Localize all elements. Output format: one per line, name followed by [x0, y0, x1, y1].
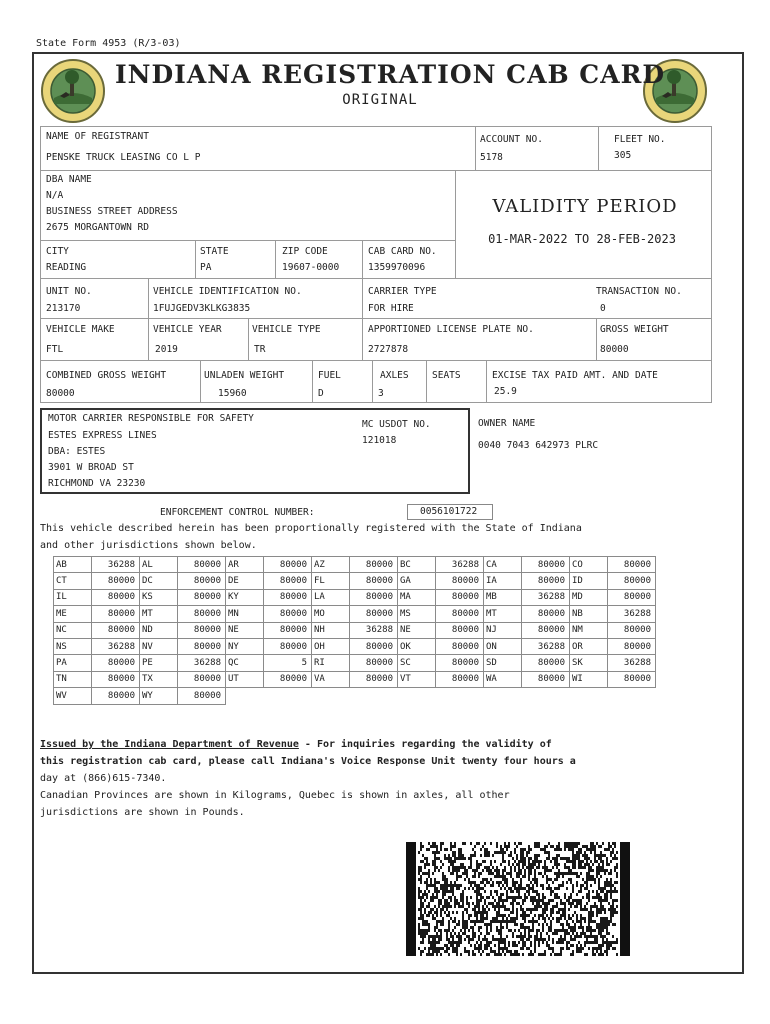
excise-value: 25.9	[494, 386, 517, 397]
jurisdiction-row	[54, 573, 656, 589]
carrier-type-label: CARRIER TYPE	[368, 286, 437, 297]
jurisdiction-code: MA	[398, 589, 436, 605]
jurisdiction-weight: 80000	[350, 638, 398, 654]
jurisdiction-code: CT	[54, 573, 92, 589]
jurisdiction-row	[54, 606, 656, 622]
street-value: 2675 MORGANTOWN RD	[46, 222, 149, 233]
jurisdiction-weight: 80000	[436, 589, 484, 605]
jurisdiction-weight: 80000	[92, 573, 140, 589]
jurisdiction-code: TN	[54, 671, 92, 687]
jurisdiction-code: NY	[226, 638, 264, 654]
jurisdiction-code: AB	[54, 557, 92, 573]
document-subtitle: ORIGINAL	[342, 92, 418, 108]
jurisdiction-weight: 80000	[522, 671, 570, 687]
jurisdiction-code: RI	[312, 655, 350, 671]
jurisdiction-code: AL	[140, 557, 178, 573]
jurisdiction-weight: 80000	[264, 589, 312, 605]
jurisdiction-weight: 36288	[92, 557, 140, 573]
jurisdiction-weight: 80000	[264, 671, 312, 687]
jurisdiction-weight-table	[53, 556, 656, 705]
transaction-value: 0	[600, 303, 606, 314]
jurisdiction-code: WV	[54, 688, 92, 704]
transaction-label: TRANSACTION NO.	[596, 286, 682, 297]
jurisdiction-weight: 80000	[350, 655, 398, 671]
seats-label: SEATS	[432, 370, 461, 381]
jurisdiction-code: AZ	[312, 557, 350, 573]
jurisdiction-code: SK	[570, 655, 608, 671]
combined-gross-label: COMBINED GROSS WEIGHT	[46, 370, 167, 381]
jurisdiction-weight: 80000	[350, 573, 398, 589]
carrier-name: ESTES EXPRESS LINES	[48, 430, 157, 441]
vin-label: VEHICLE IDENTIFICATION NO.	[153, 286, 302, 297]
jurisdiction-weight: 36288	[608, 606, 656, 622]
year-label: VEHICLE YEAR	[153, 324, 222, 335]
axles-label: AXLES	[380, 370, 409, 381]
fuel-value: D	[318, 388, 324, 399]
jurisdiction-code: ON	[484, 638, 522, 654]
jurisdiction-code: OH	[312, 638, 350, 654]
jurisdiction-code: NC	[54, 622, 92, 638]
inquiry-line3: day at (866)615-7340.	[40, 773, 167, 784]
jurisdiction-weight: 80000	[264, 606, 312, 622]
zip-label: ZIP CODE	[282, 246, 328, 257]
carrier-type-value: FOR HIRE	[368, 303, 414, 314]
jurisdiction-code: NE	[226, 622, 264, 638]
axles-value: 3	[378, 388, 384, 399]
jurisdiction-code: NM	[570, 622, 608, 638]
jurisdiction-code: IA	[484, 573, 522, 589]
registrant-name-label: NAME OF REGISTRANT	[46, 131, 149, 142]
jurisdiction-row	[54, 671, 656, 687]
city-label: CITY	[46, 246, 69, 257]
jurisdiction-row	[54, 589, 656, 605]
document-title: INDIANA REGISTRATION CAB CARD	[114, 60, 666, 89]
plate-label: APPORTIONED LICENSE PLATE NO.	[368, 324, 534, 335]
jurisdiction-weight: 80000	[522, 573, 570, 589]
unit-label: UNIT NO.	[46, 286, 92, 297]
make-value: FTL	[46, 344, 64, 355]
jurisdiction-code: AR	[226, 557, 264, 573]
jurisdiction-code: MO	[312, 606, 350, 622]
jurisdiction-weight: 80000	[178, 573, 226, 589]
jurisdiction-row	[54, 655, 656, 671]
jurisdiction-weight: 80000	[350, 671, 398, 687]
jurisdiction-code: OK	[398, 638, 436, 654]
jurisdiction-weight: 36288	[608, 655, 656, 671]
usdot-label: MC USDOT NO.	[362, 419, 431, 430]
carrier-city-state-zip: RICHMOND VA 23230	[48, 478, 146, 489]
jurisdiction-weight: 80000	[92, 688, 140, 704]
jurisdiction-code: MN	[226, 606, 264, 622]
jurisdiction-code: MB	[484, 589, 522, 605]
jurisdiction-weight: 80000	[608, 573, 656, 589]
jurisdiction-weight: 80000	[522, 606, 570, 622]
street-label: BUSINESS STREET ADDRESS	[46, 206, 178, 217]
enforcement-label: ENFORCEMENT CONTROL NUMBER:	[160, 507, 315, 518]
jurisdiction-weight: 80000	[608, 671, 656, 687]
jurisdiction-code: NH	[312, 622, 350, 638]
type-value: TR	[254, 344, 266, 355]
jurisdiction-code: MT	[484, 606, 522, 622]
jurisdiction-code: ND	[140, 622, 178, 638]
zip-value: 19607-0000	[282, 262, 340, 273]
jurisdiction-weight: 80000	[522, 655, 570, 671]
carrier-safety-label: MOTOR CARRIER RESPONSIBLE FOR SAFETY	[48, 413, 254, 424]
jurisdiction-weight: 80000	[178, 671, 226, 687]
gross-weight-label: GROSS WEIGHT	[600, 324, 669, 335]
jurisdiction-code: WY	[140, 688, 178, 704]
jurisdiction-weight: 80000	[608, 622, 656, 638]
dba-label: DBA NAME	[46, 174, 92, 185]
jurisdiction-weight: 80000	[436, 622, 484, 638]
form-number: State Form 4953 (R/3-03)	[36, 38, 181, 49]
jurisdiction-weight: 80000	[92, 606, 140, 622]
state-label: STATE	[200, 246, 229, 257]
jurisdiction-weight: 36288	[522, 638, 570, 654]
validity-period-dates: 01-MAR-2022 TO 28-FEB-2023	[488, 232, 676, 246]
jurisdiction-weight: 80000	[436, 671, 484, 687]
jurisdiction-code: NJ	[484, 622, 522, 638]
jurisdiction-weight: 80000	[92, 655, 140, 671]
jurisdiction-weight: 80000	[608, 638, 656, 654]
jurisdiction-weight: 80000	[178, 622, 226, 638]
jurisdiction-row	[54, 688, 656, 704]
registration-statement-line2: and other jurisdictions shown below.	[40, 540, 257, 551]
jurisdiction-code: DC	[140, 573, 178, 589]
units-note-line1: Canadian Provinces are shown in Kilograms, Quebec is shown in axles, all other	[40, 790, 510, 801]
carrier-street: 3901 W BROAD ST	[48, 462, 134, 473]
pdf417-barcode	[406, 842, 630, 956]
fleet-value: 305	[614, 150, 632, 161]
jurisdiction-weight: 80000	[436, 573, 484, 589]
inquiry-line1: - For inquiries regarding the validity of	[298, 739, 552, 750]
owner-label: OWNER NAME	[478, 418, 536, 429]
jurisdiction-weight: 80000	[522, 557, 570, 573]
cab-card-value: 1359970096	[368, 262, 426, 273]
issued-by: Issued by the Indiana Department of Revenue	[40, 739, 299, 750]
jurisdiction-weight: 80000	[436, 655, 484, 671]
jurisdiction-weight: 80000	[264, 638, 312, 654]
jurisdiction-code: NE	[398, 622, 436, 638]
jurisdiction-row	[54, 638, 656, 654]
jurisdiction-weight: 80000	[350, 589, 398, 605]
jurisdiction-code: MS	[398, 606, 436, 622]
fleet-label: FLEET NO.	[614, 134, 666, 145]
jurisdiction-weight: 36288	[436, 557, 484, 573]
unladen-value: 15960	[218, 388, 247, 399]
jurisdiction-weight: 36288	[522, 589, 570, 605]
jurisdiction-weight: 5	[264, 655, 312, 671]
jurisdiction-weight: 80000	[436, 638, 484, 654]
jurisdiction-code: NV	[140, 638, 178, 654]
jurisdiction-weight: 80000	[436, 606, 484, 622]
jurisdiction-code: WA	[484, 671, 522, 687]
jurisdiction-code: VT	[398, 671, 436, 687]
issuer-notice	[40, 736, 710, 821]
jurisdiction-weight: 80000	[608, 557, 656, 573]
jurisdiction-code: TX	[140, 671, 178, 687]
jurisdiction-code: NS	[54, 638, 92, 654]
account-label: ACCOUNT NO.	[480, 134, 543, 145]
unit-value: 213170	[46, 303, 81, 314]
jurisdiction-code: LA	[312, 589, 350, 605]
jurisdiction-code: CO	[570, 557, 608, 573]
jurisdiction-weight: 80000	[178, 557, 226, 573]
jurisdiction-weight: 80000	[350, 606, 398, 622]
jurisdiction-weight: 80000	[178, 606, 226, 622]
enforcement-number: 0056101722	[420, 506, 478, 517]
jurisdiction-code: CA	[484, 557, 522, 573]
plate-value: 2727878	[368, 344, 409, 355]
registration-statement-line1: This vehicle described herein has been proportionally registered with the State of Indiana	[40, 523, 582, 534]
jurisdiction-code: UT	[226, 671, 264, 687]
jurisdiction-code: MT	[140, 606, 178, 622]
jurisdiction-code: ME	[54, 606, 92, 622]
jurisdiction-weight: 80000	[178, 638, 226, 654]
jurisdiction-code: WI	[570, 671, 608, 687]
jurisdiction-weight: 80000	[178, 589, 226, 605]
gross-weight-value: 80000	[600, 344, 629, 355]
jurisdiction-weight: 80000	[264, 573, 312, 589]
jurisdiction-code: OR	[570, 638, 608, 654]
jurisdiction-weight: 80000	[178, 688, 226, 704]
jurisdiction-code: VA	[312, 671, 350, 687]
jurisdiction-weight: 80000	[608, 589, 656, 605]
jurisdiction-row	[54, 622, 656, 638]
jurisdiction-weight: 36288	[92, 638, 140, 654]
jurisdiction-code: GA	[398, 573, 436, 589]
units-note-line2: jurisdictions are shown in Pounds.	[40, 807, 245, 818]
jurisdiction-row	[54, 557, 656, 573]
state-value: PA	[200, 262, 212, 273]
inquiry-line2: this registration cab card, please call Indiana's Voice Response Unit twenty four hours a	[40, 756, 576, 767]
jurisdiction-weight: 80000	[350, 557, 398, 573]
year-value: 2019	[155, 344, 178, 355]
city-value: READING	[46, 262, 87, 273]
excise-label: EXCISE TAX PAID AMT. AND DATE	[492, 370, 658, 381]
jurisdiction-weight: 36288	[178, 655, 226, 671]
unladen-label: UNLADEN WEIGHT	[204, 370, 285, 381]
jurisdiction-weight: 80000	[92, 671, 140, 687]
jurisdiction-code: KY	[226, 589, 264, 605]
jurisdiction-code: FL	[312, 573, 350, 589]
vin-value: 1FUJGEDV3KLKG3835	[153, 303, 251, 314]
jurisdiction-code: ID	[570, 573, 608, 589]
type-label: VEHICLE TYPE	[252, 324, 321, 335]
jurisdiction-code: SC	[398, 655, 436, 671]
usdot-value: 121018	[362, 435, 397, 446]
registrant-name-value: PENSKE TRUCK LEASING CO L P	[46, 152, 201, 163]
jurisdiction-weight: 80000	[92, 589, 140, 605]
account-value: 5178	[480, 152, 503, 163]
jurisdiction-code: PA	[54, 655, 92, 671]
jurisdiction-weight: 80000	[264, 557, 312, 573]
cab-card-label: CAB CARD NO.	[368, 246, 437, 257]
jurisdiction-code: NB	[570, 606, 608, 622]
indiana-state-seal-left	[40, 58, 106, 124]
jurisdiction-code: MD	[570, 589, 608, 605]
validity-period-title: VALIDITY PERIOD	[492, 196, 678, 217]
jurisdiction-weight: 80000	[264, 622, 312, 638]
jurisdiction-code: IL	[54, 589, 92, 605]
cab-card-frame	[32, 52, 744, 974]
jurisdiction-code: BC	[398, 557, 436, 573]
make-label: VEHICLE MAKE	[46, 324, 115, 335]
jurisdiction-weight: 36288	[350, 622, 398, 638]
jurisdiction-weight: 80000	[522, 622, 570, 638]
jurisdiction-code: KS	[140, 589, 178, 605]
combined-gross-value: 80000	[46, 388, 75, 399]
jurisdiction-code: SD	[484, 655, 522, 671]
jurisdiction-code: PE	[140, 655, 178, 671]
owner-value: 0040 7043 642973 PLRC	[478, 440, 599, 451]
jurisdiction-weight: 80000	[92, 622, 140, 638]
jurisdiction-code: QC	[226, 655, 264, 671]
jurisdiction-code: DE	[226, 573, 264, 589]
carrier-dba: DBA: ESTES	[48, 446, 106, 457]
fuel-label: FUEL	[318, 370, 341, 381]
dba-value: N/A	[46, 190, 64, 201]
